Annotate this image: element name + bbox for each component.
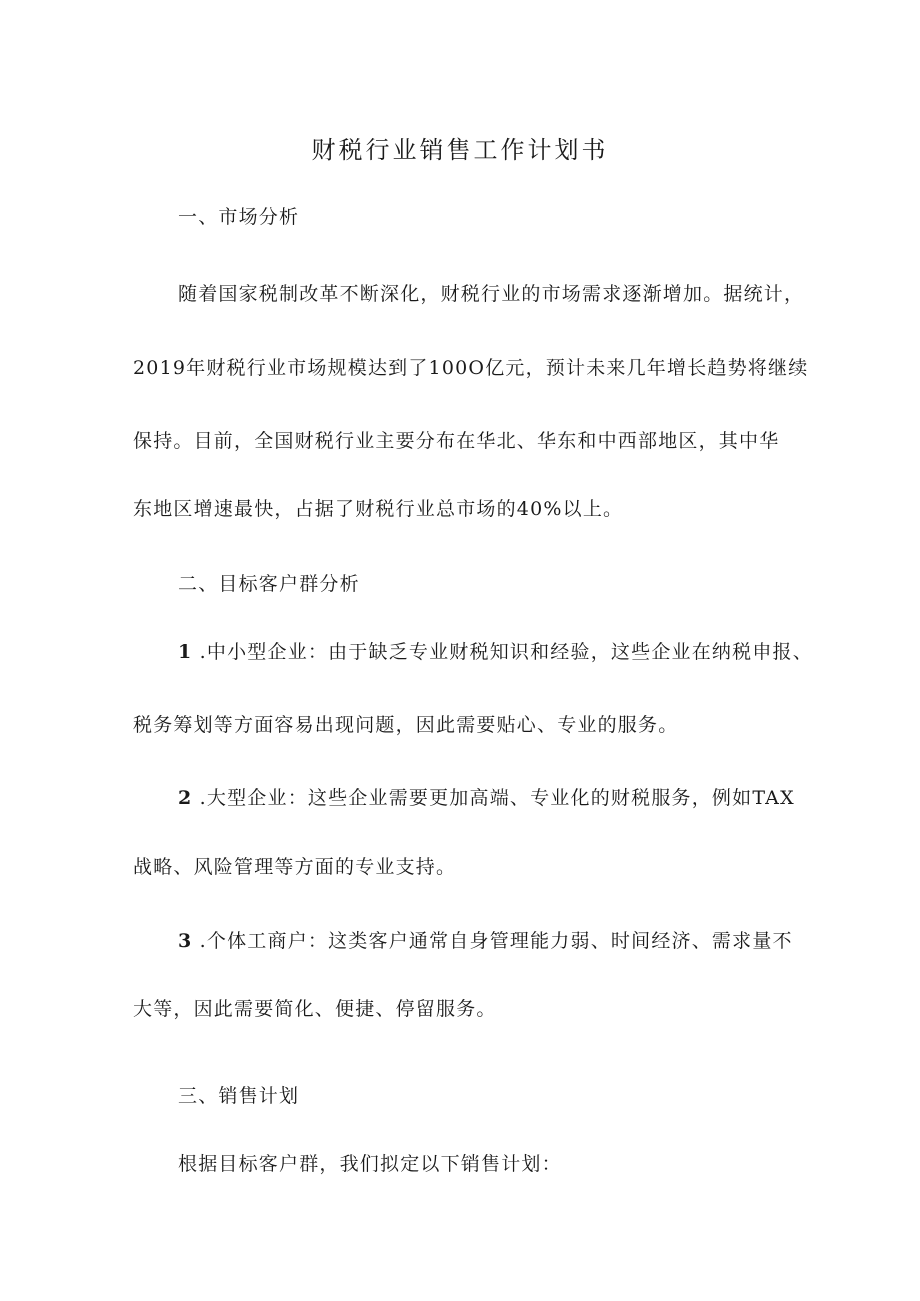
paragraph-line: 随着国家税制改革不断深化，财税行业的市场需求逐渐增加。据统计， (178, 283, 805, 305)
list-item-number: 1 (178, 641, 193, 663)
paragraph-line: 根据目标客户群，我们拟定以下销售计划： (178, 1153, 562, 1175)
list-item-continuation: 税务筹划等方面容易出现问题，因此需要贴心、专业的服务。 (133, 714, 679, 736)
section-heading-sales-plan: 三、销售计划 (178, 1085, 300, 1107)
list-item (178, 784, 795, 812)
document-title: 财税行业销售工作计划书 (311, 136, 609, 164)
list-item-text: .中小型企业：由于缺乏专业财税知识和经验，这些企业在纳税申报、 (199, 641, 813, 663)
list-item-text: .大型企业：这些企业需要更加高端、专业化的财税服务，例如TAX (199, 787, 795, 809)
section-heading-target-customers: 二、目标客户群分析 (178, 573, 360, 595)
paragraph-line: 保持。目前，全国财税行业主要分布在华北、华东和中西部地区，其中华 (133, 430, 780, 452)
list-item-number: 3 (178, 930, 193, 952)
list-item-continuation: 战略、风险管理等方面的专业支持。 (133, 856, 457, 878)
list-item-continuation: 大等，因此需要简化、便捷、停留服务。 (133, 998, 497, 1020)
list-item (178, 927, 793, 955)
paragraph-line: 2019年财税行业市场规模达到了100O亿元，预计未来几年增长趋势将继续 (133, 357, 809, 379)
list-item-number: 2 (178, 787, 193, 809)
list-item (178, 638, 813, 666)
section-heading-market-analysis: 一、市场分析 (178, 206, 300, 228)
list-item-text: .个体工商户：这类客户通常自身管理能力弱、时间经济、需求量不 (199, 930, 793, 952)
paragraph-line: 东地区增速最快，占据了财税行业总市场的40%以上。 (133, 498, 624, 520)
